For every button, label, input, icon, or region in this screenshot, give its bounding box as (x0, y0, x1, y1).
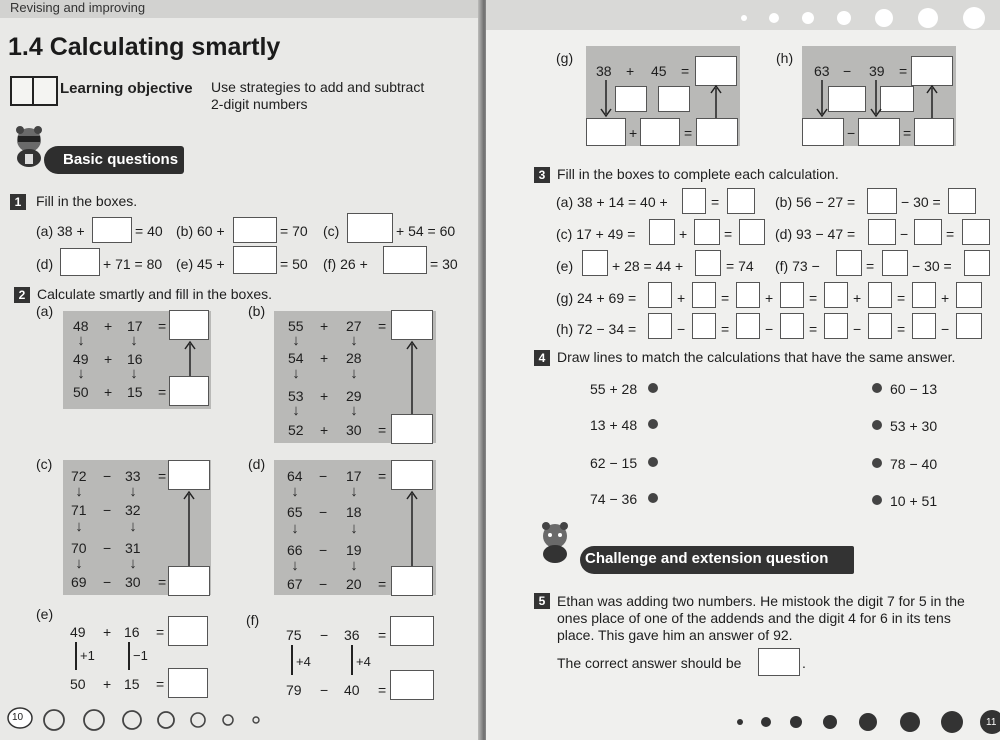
mascot-icon (534, 520, 576, 564)
operand: 17 (127, 318, 143, 334)
equals: = (158, 468, 167, 484)
match-left: 62 − 15 (590, 455, 638, 471)
up-arrow-icon (402, 490, 422, 566)
decorative-circles (726, 6, 1000, 30)
operand: 31 (125, 540, 141, 556)
operand: 54 (288, 350, 304, 366)
equals: = (158, 318, 167, 334)
answer-box[interactable] (168, 566, 210, 596)
answer-box[interactable] (948, 188, 976, 214)
answer-box[interactable] (868, 219, 896, 245)
down-arrow-icon: ↓ (350, 520, 358, 537)
equals: = (158, 574, 167, 590)
q1d-tail: + 71 = 80 (103, 256, 163, 272)
operator: + (320, 318, 329, 334)
operand: 50 (70, 676, 86, 692)
answer-box[interactable] (391, 566, 433, 596)
match-left: 74 − 36 (590, 491, 638, 507)
equals: = (724, 226, 733, 242)
q1a-text: (a) 38 + (36, 223, 85, 239)
answer-box[interactable] (682, 188, 706, 214)
operand: 64 (287, 468, 303, 484)
answer-box[interactable] (92, 217, 132, 243)
q1a-tail: = 40 (135, 223, 163, 239)
answer-box[interactable] (696, 118, 738, 146)
operator: + (104, 384, 113, 400)
q1c-tail: + 54 = 60 (396, 223, 456, 239)
match-right: 53 + 30 (890, 418, 938, 434)
decorative-circles (730, 708, 1000, 736)
question-number: 2 (14, 287, 30, 303)
down-arrow-icon: ↓ (350, 365, 358, 382)
operand: 70 (71, 540, 87, 556)
q3f-tail: − 30 = (912, 258, 952, 274)
operator: − (103, 502, 112, 518)
operand: 36 (344, 627, 360, 643)
answer-end: . (802, 655, 806, 671)
match-dot[interactable] (872, 383, 882, 393)
part-label: (h) (776, 50, 794, 66)
equals: = (158, 384, 167, 400)
q1b-text: (b) 60 + (176, 223, 225, 239)
answer-box[interactable] (615, 86, 647, 112)
equals: = (721, 321, 730, 337)
question-text (557, 593, 997, 644)
down-arrow-icon: ↓ (292, 365, 300, 382)
minus: − (941, 321, 950, 337)
operand: 30 (125, 574, 141, 590)
operand: 39 (869, 63, 885, 79)
equals: = (903, 125, 912, 141)
plus: + (765, 290, 774, 306)
learning-objective-label: Learning objective (60, 80, 193, 97)
down-arrow-icon: ↓ (129, 518, 137, 535)
answer-box[interactable] (914, 219, 942, 245)
operator: − (319, 504, 328, 520)
objective-line-2: 2-digit numbers (211, 96, 308, 112)
question-text: Fill in the boxes. (36, 193, 138, 209)
operand: 16 (127, 351, 143, 367)
minus: − (677, 321, 686, 337)
answer-box[interactable] (233, 246, 277, 274)
adjustment-label: +4 (296, 654, 311, 669)
down-arrow-icon: ↓ (77, 365, 85, 382)
answer-box[interactable] (390, 670, 434, 700)
equals: = (378, 627, 387, 643)
equals: = (156, 676, 165, 692)
answer-box[interactable] (867, 188, 897, 214)
objective-line-1: Use strategies to add and subtract (211, 79, 425, 95)
equals: = (711, 194, 720, 210)
answer-box[interactable] (780, 282, 804, 308)
answer-box[interactable] (824, 282, 848, 308)
equals: = (897, 290, 906, 306)
down-arrow-icon: ↓ (291, 557, 299, 574)
match-dot[interactable] (648, 493, 658, 503)
answer-box[interactable] (391, 310, 433, 340)
equals: = (684, 125, 693, 141)
answer-box[interactable] (169, 376, 209, 406)
decorative-circles (42, 708, 272, 732)
down-arrow-icon: ↓ (292, 332, 300, 349)
q3c-text: (c) 17 + 49 = (556, 226, 636, 242)
part-label: (c) (36, 456, 53, 472)
operator: + (320, 350, 329, 366)
down-arrow-icon (598, 80, 618, 118)
plus: + (679, 226, 688, 242)
operand: 15 (127, 384, 143, 400)
operand: 67 (287, 576, 303, 592)
q3e-mid: + 28 = 44 + (612, 258, 684, 274)
q1b-tail: = 70 (280, 223, 308, 239)
operand: 65 (287, 504, 303, 520)
match-dot[interactable] (872, 495, 882, 505)
operand: 15 (124, 676, 140, 692)
down-arrow-icon: ↓ (129, 483, 137, 500)
answer-box[interactable] (648, 313, 672, 339)
answer-box[interactable] (758, 648, 800, 676)
adjust-arrow (75, 642, 77, 670)
answer-box[interactable] (956, 313, 982, 339)
part-label: (a) (36, 303, 54, 319)
book-icon (10, 76, 58, 106)
answer-box[interactable] (391, 460, 433, 490)
operator: − (843, 63, 852, 79)
answer-box[interactable] (727, 188, 755, 214)
q3e-tail: = 74 (726, 258, 754, 274)
answer-box[interactable] (169, 310, 209, 340)
answer-box[interactable] (836, 250, 862, 276)
operand: 48 (73, 318, 89, 334)
answer-box[interactable] (648, 282, 672, 308)
answer-box[interactable] (824, 313, 848, 339)
match-left: 13 + 48 (590, 417, 638, 433)
down-arrow-icon: ↓ (350, 557, 358, 574)
operand: 66 (287, 542, 303, 558)
question-text: Calculate smartly and fill in the boxes. (37, 286, 272, 302)
q3d-text: (d) 93 − 47 = (775, 226, 856, 242)
operator: − (319, 468, 328, 484)
section-title: 1.4 Calculating smartly (8, 33, 281, 61)
answer-box[interactable] (911, 56, 953, 86)
question-number: 5 (534, 593, 550, 609)
equals: = (809, 290, 818, 306)
answer-box[interactable] (586, 118, 626, 146)
operator: − (103, 468, 112, 484)
equals: = (946, 226, 955, 242)
operand: 75 (286, 627, 302, 643)
answer-prompt: The correct answer should be (557, 655, 742, 671)
operand: 79 (286, 682, 302, 698)
question-text: Fill in the boxes to complete each calculation. (557, 166, 839, 182)
operand: 33 (125, 468, 141, 484)
down-arrow-icon: ↓ (75, 518, 83, 535)
down-arrow-icon (868, 80, 888, 118)
operator: − (319, 542, 328, 558)
answer-box[interactable] (882, 250, 908, 276)
answer-box[interactable] (858, 118, 900, 146)
part-label: (f) (246, 612, 260, 628)
answer-box[interactable] (694, 219, 720, 245)
operand: 63 (814, 63, 830, 79)
up-arrow-icon (179, 490, 199, 566)
q1c-text: (c) (323, 223, 340, 239)
operand: 17 (346, 468, 362, 484)
question-number: 1 (10, 194, 26, 210)
operand: 50 (73, 384, 89, 400)
answer-box[interactable] (802, 118, 844, 146)
operator: − (847, 125, 856, 141)
answer-box[interactable] (347, 213, 393, 243)
answer-box[interactable] (168, 460, 210, 490)
answer-box[interactable] (914, 118, 954, 146)
equals: = (378, 576, 387, 592)
answer-box[interactable] (695, 56, 737, 86)
q1f-text: (f) 26 + (323, 256, 368, 272)
q3h-text: (h) 72 − 34 = (556, 321, 637, 337)
equals: = (378, 468, 387, 484)
challenge-label: Challenge and extension question (585, 550, 829, 567)
operator: − (320, 627, 329, 643)
equals: = (897, 321, 906, 337)
answer-box[interactable] (168, 616, 208, 646)
page-number: 11 (986, 717, 997, 728)
match-right: 10 + 51 (890, 493, 938, 509)
basic-questions-label: Basic questions (63, 151, 179, 168)
match-left: 55 + 28 (590, 381, 638, 397)
match-dot[interactable] (872, 420, 882, 430)
adjustment-label: +1 (80, 648, 95, 663)
operand: 20 (346, 576, 362, 592)
operator: − (319, 576, 328, 592)
operator: + (103, 676, 112, 692)
operator: − (320, 682, 329, 698)
minus: − (853, 321, 862, 337)
operand: 52 (288, 422, 304, 438)
operator: + (320, 388, 329, 404)
answer-box[interactable] (695, 250, 721, 276)
minus: − (765, 321, 774, 337)
operator: − (103, 540, 112, 556)
down-arrow-icon: ↓ (350, 483, 358, 500)
operator: + (103, 624, 112, 640)
answer-box[interactable] (868, 313, 892, 339)
operand: 53 (288, 388, 304, 404)
answer-box[interactable] (233, 217, 277, 243)
question-number: 4 (534, 350, 550, 366)
equals: = (378, 318, 387, 334)
equals: = (378, 422, 387, 438)
operand: 29 (346, 388, 362, 404)
operand: 69 (71, 574, 87, 590)
adjust-arrow (128, 642, 130, 670)
operand: 49 (73, 351, 89, 367)
down-arrow-icon: ↓ (130, 365, 138, 382)
equals: = (866, 258, 875, 274)
answer-box[interactable] (912, 282, 936, 308)
operator: + (626, 63, 635, 79)
match-dot[interactable] (648, 383, 658, 393)
answer-box[interactable] (736, 282, 760, 308)
left-page (0, 0, 482, 740)
up-arrow-icon (402, 340, 422, 414)
operand: 32 (125, 502, 141, 518)
up-arrow-icon (708, 84, 728, 118)
adjustment-label: +4 (356, 654, 371, 669)
operand: 38 (596, 63, 612, 79)
q3g-text: (g) 24 + 69 = (556, 290, 637, 306)
down-arrow-icon: ↓ (350, 332, 358, 349)
answer-box[interactable] (60, 248, 100, 276)
answer-box[interactable] (956, 282, 982, 308)
operand: 28 (346, 350, 362, 366)
operator: + (629, 125, 638, 141)
q1e-text: (e) 45 + (176, 256, 225, 272)
q5-line: place. This gave him an answer of 92. (557, 627, 793, 643)
operand: 30 (346, 422, 362, 438)
answer-box[interactable] (582, 250, 608, 276)
down-arrow-icon: ↓ (75, 483, 83, 500)
q3a-text: (a) 38 + 14 = 40 + (556, 194, 668, 210)
equals: = (809, 321, 818, 337)
equals: = (681, 63, 690, 79)
q1d-text: (d) (36, 256, 54, 272)
operand: 72 (71, 468, 87, 484)
operand: 45 (651, 63, 667, 79)
question-number: 3 (534, 167, 550, 183)
down-arrow-icon: ↓ (75, 555, 83, 572)
page-number: 10 (12, 712, 24, 723)
match-right: 60 − 13 (890, 381, 938, 397)
operand: 49 (70, 624, 86, 640)
down-arrow-icon: ↓ (77, 332, 85, 349)
answer-box[interactable] (736, 313, 760, 339)
plus: + (941, 290, 950, 306)
plus: + (677, 290, 686, 306)
adjust-arrow (291, 645, 293, 675)
down-arrow-icon: ↓ (291, 520, 299, 537)
adjust-arrow (351, 645, 353, 675)
adjustment-label: −1 (133, 648, 148, 663)
answer-box[interactable] (739, 219, 765, 245)
up-arrow-icon (180, 340, 200, 376)
answer-box[interactable] (780, 313, 804, 339)
answer-box[interactable] (962, 219, 990, 245)
match-dot[interactable] (872, 458, 882, 468)
answer-box[interactable] (640, 118, 680, 146)
q3b-tail: − 30 = (901, 194, 941, 210)
operator: − (103, 574, 112, 590)
answer-box[interactable] (649, 219, 675, 245)
running-title: Revising and improving (10, 0, 146, 15)
down-arrow-icon (814, 80, 834, 118)
question-text: Draw lines to match the calculations that have the same answer. (557, 349, 956, 365)
answer-box[interactable] (912, 313, 936, 339)
operand: 55 (288, 318, 304, 334)
operand: 40 (344, 682, 360, 698)
match-dot[interactable] (648, 457, 658, 467)
q5-line: Ethan was adding two numbers. He mistook the digit 7 for 5 in the (557, 593, 965, 609)
operand: 18 (346, 504, 362, 520)
down-arrow-icon: ↓ (291, 483, 299, 500)
operator: + (104, 351, 113, 367)
minus: − (900, 226, 909, 242)
match-dot[interactable] (648, 419, 658, 429)
down-arrow-icon: ↓ (292, 402, 300, 419)
answer-box[interactable] (168, 668, 208, 698)
plus: + (853, 290, 862, 306)
answer-box[interactable] (390, 616, 434, 646)
equals: = (156, 624, 165, 640)
answer-box[interactable] (383, 246, 427, 274)
operand: 27 (346, 318, 362, 334)
equals: = (378, 682, 387, 698)
q3e-text: (e) (556, 258, 574, 274)
q1f-tail: = 30 (430, 256, 458, 272)
part-label: (g) (556, 50, 574, 66)
operator: + (104, 318, 113, 334)
learning-objective-text (211, 79, 471, 113)
part-label: (d) (248, 456, 266, 472)
q3b-text: (b) 56 − 27 = (775, 194, 856, 210)
match-right: 78 − 40 (890, 456, 938, 472)
part-label: (b) (248, 303, 266, 319)
answer-box[interactable] (692, 313, 716, 339)
equals: = (899, 63, 908, 79)
answer-box[interactable] (658, 86, 690, 112)
down-arrow-icon: ↓ (129, 555, 137, 572)
q5-line: ones place of one of the addends and the digit 4 for 6 in its tens (557, 610, 951, 626)
q1e-tail: = 50 (280, 256, 308, 272)
up-arrow-icon (924, 84, 944, 118)
answer-box[interactable] (964, 250, 990, 276)
equals: = (721, 290, 730, 306)
operand: 71 (71, 502, 87, 518)
operand: 19 (346, 542, 362, 558)
answer-box[interactable] (391, 414, 433, 444)
operand: 16 (124, 624, 140, 640)
q3f-text: (f) 73 − (775, 258, 820, 274)
down-arrow-icon: ↓ (350, 402, 358, 419)
down-arrow-icon: ↓ (130, 332, 138, 349)
operator: + (320, 422, 329, 438)
answer-box[interactable] (868, 282, 892, 308)
answer-box[interactable] (692, 282, 716, 308)
part-label: (e) (36, 606, 54, 622)
